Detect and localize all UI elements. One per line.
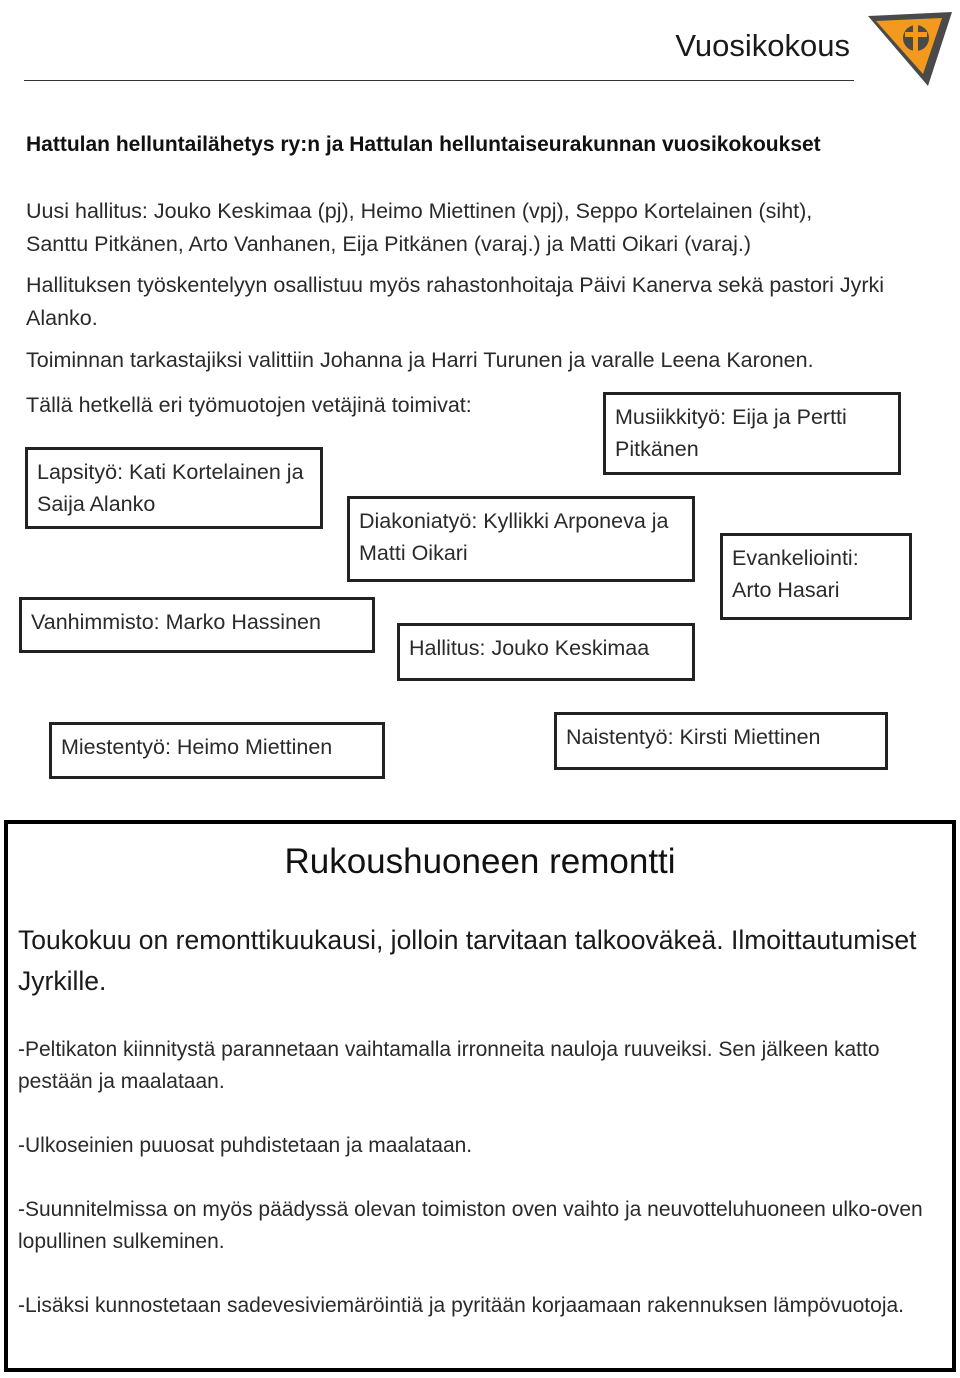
music-leader-box: Musiikkityö: Eija ja Pertti Pitkänen — [603, 392, 901, 475]
auditors-text: Toiminnan tarkastajiksi valittiin Johanna ja Harri Turunen ja varalle Leena Karonen. — [26, 348, 814, 372]
renovation-lead: Toukokuu on remonttikuukausi, jolloin tarvitaan talkooväkeä. Ilmoittautumiset Jyrkille. — [18, 925, 917, 996]
leaders-intro: Tällä hetkellä eri työmuotojen vetäjinä toimivat: — [26, 393, 472, 417]
renovation-section — [4, 820, 956, 1372]
renovation-item: -Peltikaton kiinnitystä parannetaan vaihtamalla irronneita nauloja ruuveiksi. Sen jälkeen katto pestään ja maalataan. — [18, 1038, 880, 1093]
diaconia-leader-box: Diakoniatyö: Kyllikki Arponeva ja Matti Oikari — [347, 496, 695, 582]
children-leader-box: Lapsityö: Kati Kortelainen ja Saija Alanko — [25, 447, 323, 529]
church-logo-icon — [860, 2, 960, 92]
meeting-heading: Hattulan helluntailähetys ry:n ja Hattulan helluntaiseurakunnan vuosikokoukset — [26, 133, 821, 156]
renovation-title: Rukoushuoneen remontti — [284, 842, 676, 881]
renovation-item: -Lisäksi kunnostetaan sadevesiviemäröintiä ja pyritään korjaamaan rakennuksen lämpövuotoja. — [18, 1294, 904, 1317]
mens-work-box: Miestentyö: Heimo Miettinen — [49, 722, 385, 779]
elders-leader-box: Vanhimmisto: Marko Hassinen — [19, 597, 375, 653]
renovation-item: -Ulkoseinien puuosat puhdistetaan ja maalataan. — [18, 1134, 473, 1157]
board-leader-box: Hallitus: Jouko Keskimaa — [397, 623, 695, 681]
evangelism-leader-box: Evankeliointi: Arto Hasari — [720, 533, 912, 620]
board-extra-text: Hallituksen työskentelyyn osallistuu myös rahastonhoitaja Päivi Kanerva sekä pastori Jyrki Alanko. — [26, 273, 885, 330]
board-line-2: Santtu Pitkänen, Arto Vanhanen, Eija Pitkänen (varaj.) ja Matti Oikari (varaj.) — [26, 232, 751, 256]
board-line-1: Uusi hallitus: Jouko Keskimaa (pj), Heimo Miettinen (vpj), Seppo Kortelainen (siht), — [26, 199, 813, 223]
header-divider — [24, 80, 854, 81]
womens-work-box: Naistentyö: Kirsti Miettinen — [554, 712, 888, 770]
renovation-item: -Suunnitelmissa on myös päädyssä olevan toimiston oven vaihto ja neuvotteluhuoneen ulko-oven lopullinen sulkeminen. — [18, 1198, 923, 1253]
page-title: Vuosikokous — [675, 28, 850, 63]
